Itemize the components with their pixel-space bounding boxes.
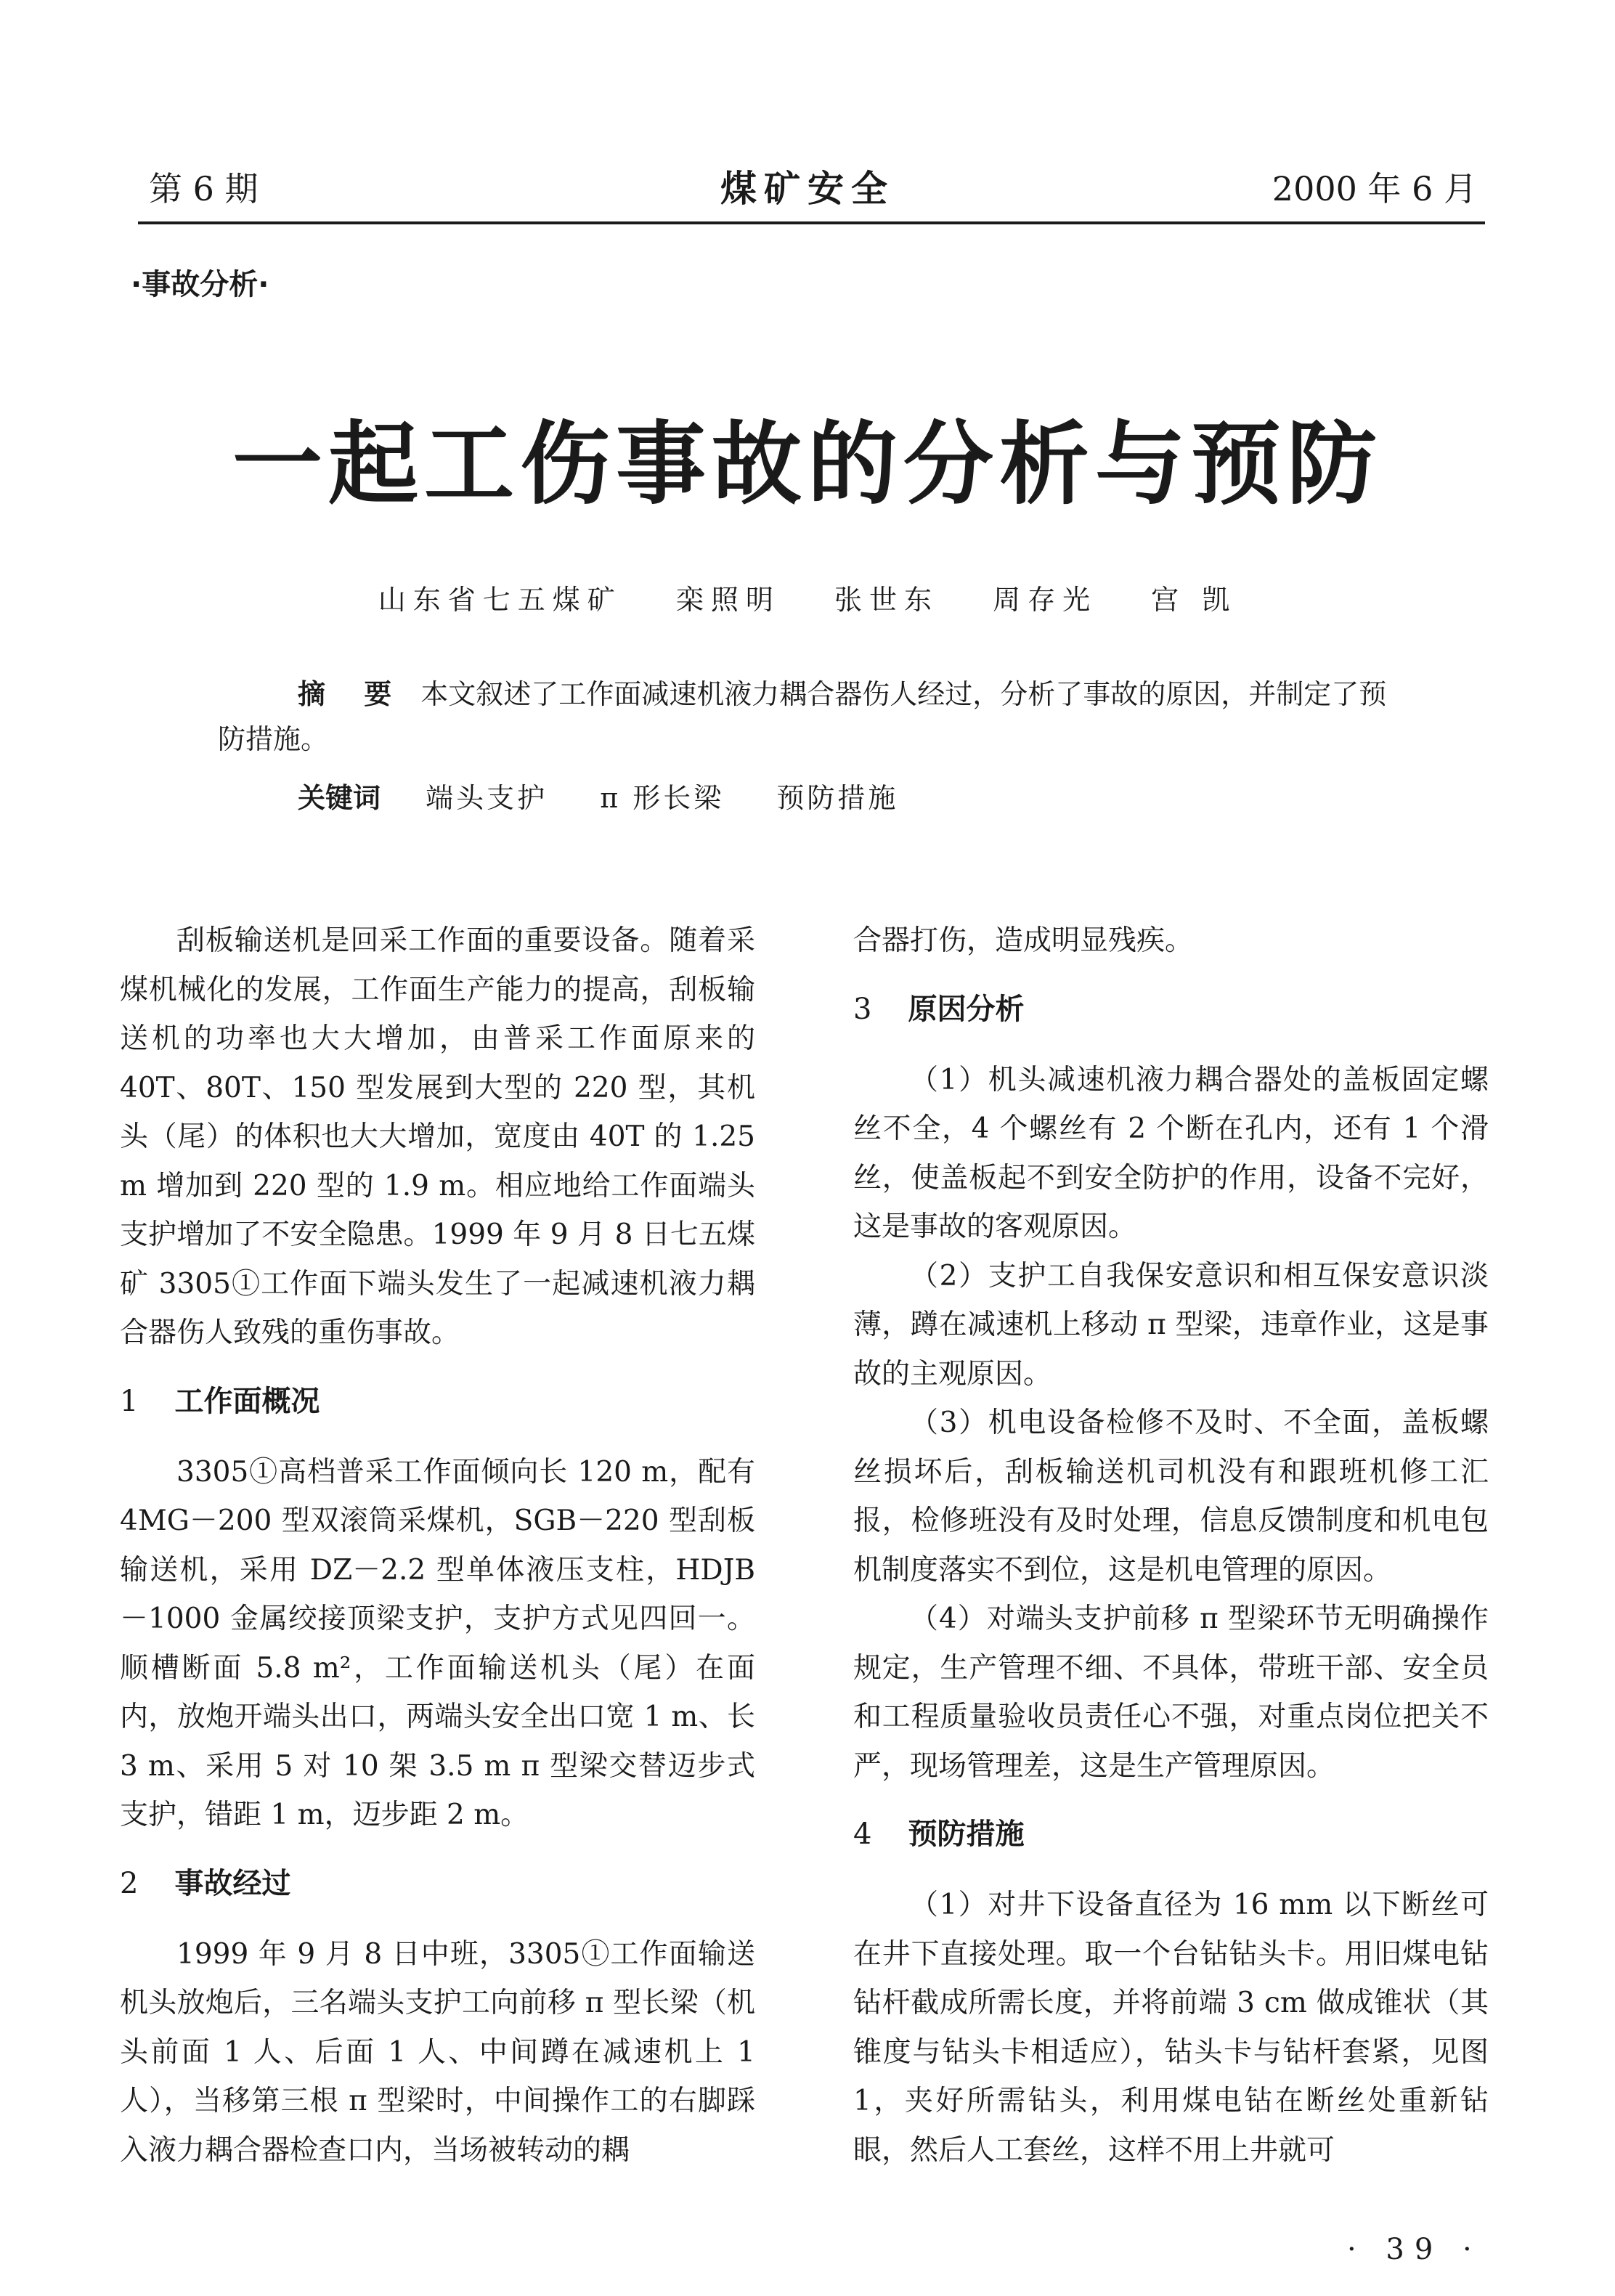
- article-title: 一起工伤事故的分析与预防: [232, 412, 1383, 517]
- abstract-label: 摘 要: [298, 678, 407, 710]
- body-column-left: [120, 916, 755, 2175]
- section-heading-1: [120, 1380, 755, 1423]
- abstract-text: 本文叙述了工作面减速机液力耦合器伤人经过，分析了事故的原因，并制定了预防措施。: [218, 678, 1387, 755]
- section-heading-2: [120, 1862, 755, 1905]
- body-column-right: [853, 916, 1489, 2175]
- section-number: 2: [120, 1866, 139, 1900]
- header-issue: 第 6 期: [149, 169, 259, 208]
- section-title: 原因分析: [908, 992, 1025, 1026]
- body-paragraph: 3305①高档普采工作面倾向长 120 m，配有 4MG－200 型双滚筒采煤机，SGB－220 型刮板输送机，采用 DZ－2.2 型单体液压支柱，HDJB－1000 金属绞接顶梁支护，支护方式见四回一。顺槽断面 5.8 m²，工作面输送机头（尾）在面内，放炮开端头出口，两端头安全出口宽 1 m、长 3 m、采用 5 对 10 架 3.5 m π 型梁交替迈步式支护，错距 1 m，迈步距 2 m。: [120, 1455, 755, 1831]
- page-number: · 39 ·: [1347, 2233, 1482, 2266]
- body-paragraph: 1999 年 9 月 8 日中班，3305①工作面输送机头放炮后，三名端头支护工向前移 π 型长梁（机头前面 1 人、后面 1 人、中间蹲在减速机上 1 人），当移第三根 π 型梁时，中间操作工的右脚踩入液力耦合器检查口内，当场被转动的耦: [120, 1937, 755, 2167]
- author-affiliation: 山东省七五煤矿: [378, 584, 622, 616]
- body-list-item: （2）支护工自我保安意识和相互保安意识淡薄，蹲在减速机上移动 π 型梁，违章作业，这是事故的主观原因。: [853, 1259, 1489, 1391]
- section-heading-4: [853, 1812, 1489, 1856]
- author-name: 张世东: [834, 584, 939, 616]
- body-paragraph-continued: 合器打伤，造成明显残疾。: [853, 924, 1194, 957]
- author-name: 周存光: [993, 584, 1098, 616]
- section-label: ·事故分析·: [131, 268, 269, 301]
- keyword-item: 端头支护: [426, 782, 548, 814]
- section-title: 事故经过: [174, 1866, 291, 1900]
- author-name: 栾照明: [675, 584, 781, 616]
- section-number: 1: [120, 1384, 139, 1418]
- section-heading-3: [853, 988, 1489, 1031]
- section-number: 4: [853, 1817, 872, 1851]
- body-paragraph: （1）对井下设备直径为 16 mm 以下断丝可在井下直接处理。取一个台钻钻头卡。用旧煤电钻钻杆截成所需长度，并将前端 3 cm 做成锥状（其锥度与钻头卡相适应），钻头卡与钻杆套紧，见图 1，夹好所需钻头，利用煤电钻在断丝处重新钻眼，然后人工套丝，这样不用上井就可: [853, 1889, 1489, 2167]
- body-paragraph-intro: 刮板输送机是回采工作面的重要设备。随着采煤机械化的发展，工作面生产能力的提高，刮板输送机的功率也大大增加，由普采工作面原来的 40T、80T、150 型发展到大型的 220 型，其机头（尾）的体积也大大增加，宽度由 40T 的 1.25 m 增加到 220 型的 1.9 m。相应地给工作面端头支护增加了不安全隐患。1999 年 9 月 8 日七五煤矿 3305①工作面下端头发生了一起减速机液力耦合器伤人致残的重伤事故。: [120, 924, 755, 1349]
- section-title: 工作面概况: [174, 1384, 320, 1418]
- header-rule: [138, 221, 1485, 224]
- abstract: [218, 672, 1409, 762]
- keywords-label: 关键词: [298, 782, 381, 814]
- body-list-item: （4）对端头支护前移 π 型梁环节无明确操作规定，生产管理不细、不具体，带班干部、安全员和工程质量验收员责任心不强，对重点岗位把关不严，现场管理差，这是生产管理原因。: [853, 1603, 1489, 1783]
- author-line: [0, 577, 1615, 617]
- author-name: 宫 凯: [1151, 584, 1237, 616]
- header-journal-name: 煤矿安全: [720, 168, 895, 210]
- body-list-item: （1）机头减速机液力耦合器处的盖板固定螺丝不全，4 个螺丝有 2 个断在孔内，还有 1 个滑丝，使盖板起不到安全防护的作用，设备不完好，这是事故的客观原因。: [853, 1063, 1489, 1243]
- keyword-item: 预防措施: [776, 782, 899, 814]
- keywords: [298, 775, 942, 815]
- header-date: 2000 年 6 月: [1272, 169, 1477, 208]
- section-number: 3: [853, 992, 872, 1026]
- body-list-item: （3）机电设备检修不及时、不全面，盖板螺丝损坏后，刮板输送机司机没有和跟班机修工汇报，检修班没有及时处理，信息反馈制度和机电包机制度落实不到位，这是机电管理的原因。: [853, 1406, 1489, 1587]
- keyword-item: π 形长梁: [600, 782, 725, 814]
- section-title: 预防措施: [908, 1817, 1025, 1851]
